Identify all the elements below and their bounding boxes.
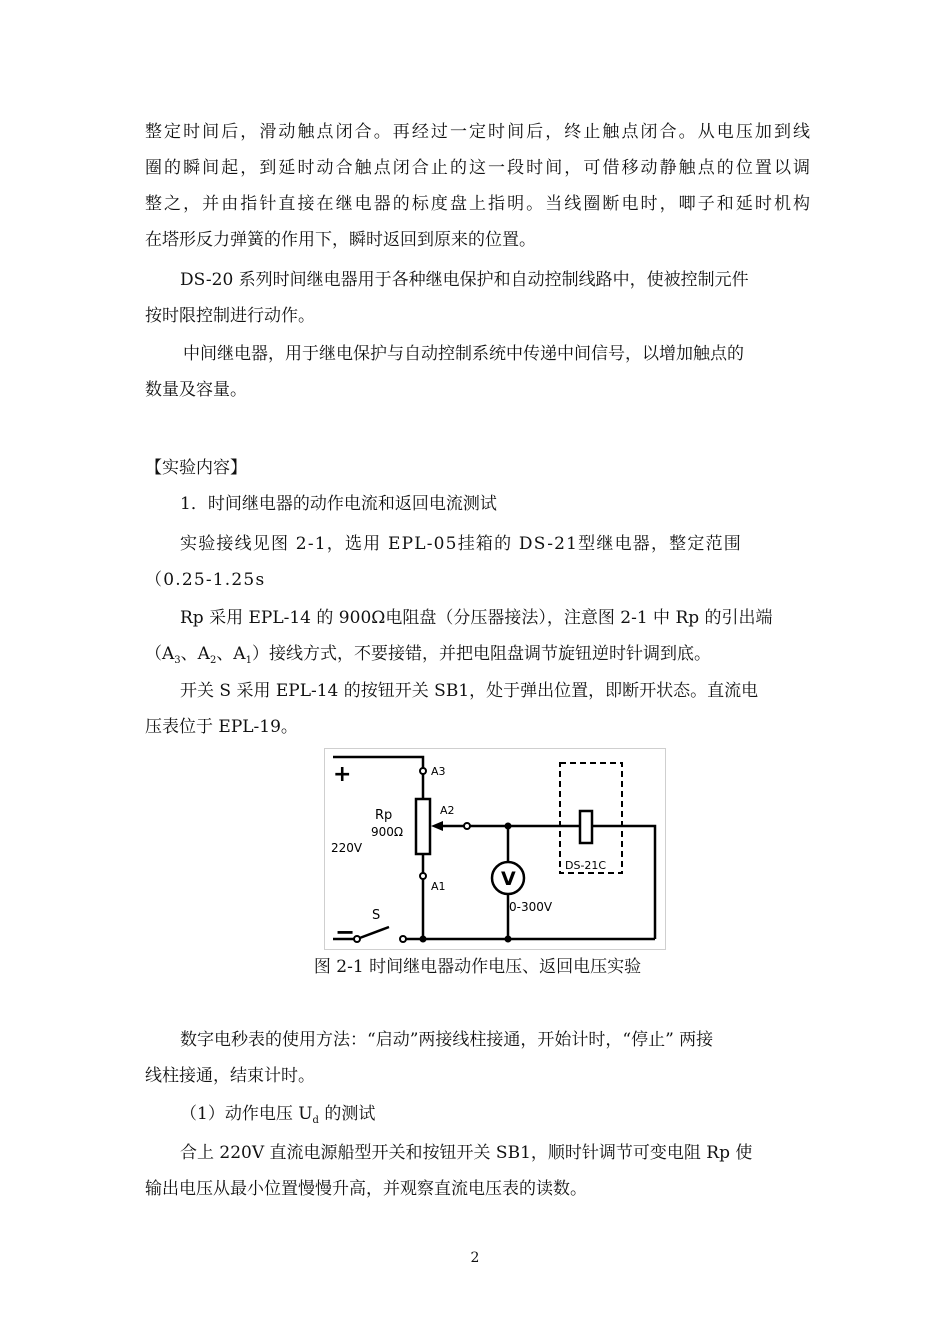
text-line: 数量及容量。	[145, 380, 247, 400]
paragraph-relay-timing	[145, 114, 810, 258]
text-line: 数字电秒表的使用方法：“启动”两接线柱接通，开始计时，“停止” 两接	[180, 1030, 714, 1050]
text-span: 的测试	[318, 1104, 376, 1124]
text-line: 开关 S 采用 EPL-14 的按钮开关 SB1，处于弹出位置，即断开状态。直流电	[180, 681, 759, 701]
junction-dot	[505, 823, 512, 830]
junction-dot	[420, 936, 427, 943]
text-line: Rp 采用 EPL-14 的 900Ω电阻盘（分压器接法），注意图 2-1 中 Rp 的引出端	[180, 608, 773, 628]
subscript: 3	[174, 655, 181, 666]
terminal-a1	[420, 873, 426, 879]
text-line: 压表位于 EPL-19。	[145, 717, 298, 737]
wiper-arrow	[431, 821, 443, 831]
label-meter-range: 0-300V	[509, 900, 553, 914]
text-line: 圈的瞬间起，到延时动合触点闭合止的这一段时间，可借移动静触点的位置以调	[145, 158, 810, 178]
label-a3: A3	[431, 765, 446, 778]
label-rp: Rp	[375, 808, 393, 823]
text-line: 整之，并由指针直接在继电器的标度盘上指明。当线圈断电时，唧子和延时机构	[145, 194, 810, 214]
page-number: 2	[470, 1250, 480, 1266]
relay-coil	[580, 811, 592, 843]
text-line: 整定时间后，滑动触点闭合。再经过一定时间后，终止触点闭合。从电压加到线	[145, 122, 810, 142]
list-item-text	[145, 1096, 810, 1139]
paragraph-wiring	[145, 526, 810, 598]
heading-text: 【实验内容】	[145, 458, 247, 478]
list-item-1	[145, 486, 810, 522]
label-plus: +	[333, 762, 352, 787]
text-line: 实验接线见图 2-1，选用 EPL-05挂箱的 DS-21型继电器，整定范围	[180, 534, 742, 554]
terminal-a2	[464, 823, 470, 829]
label-supply: 220V	[331, 841, 363, 855]
resistor-rp	[416, 799, 430, 854]
paragraph-intermediate-relay	[145, 336, 810, 408]
circuit-diagram	[324, 748, 666, 950]
paragraph-stopwatch	[145, 1022, 810, 1094]
paragraph-rp	[145, 600, 810, 679]
list-item-text: 1．时间继电器的动作电流和返回电流测试	[180, 494, 497, 514]
label-voltmeter: V	[501, 868, 516, 890]
text-line: DS-20 系列时间继电器用于各种继电保护和自动控制线路中，使被控制元件	[180, 270, 749, 290]
paragraph-procedure	[145, 1135, 810, 1207]
label-switch: S	[372, 908, 381, 923]
text-line: 中间继电器，用于继电保护与自动控制系统中传递中间信号，以增加触点的	[183, 344, 744, 364]
paragraph-switch	[145, 673, 810, 745]
text-line: 合上 220V 直流电源船型开关和按钮开关 SB1，顺时针调节可变电阻 Rp 使	[180, 1143, 753, 1163]
section-heading	[145, 450, 810, 486]
text-line: 按时限控制进行动作。	[145, 306, 315, 326]
terminal-a3	[420, 768, 426, 774]
text-span: 、A	[216, 644, 246, 664]
text-line: （0.25-1.25s	[145, 570, 266, 590]
list-item-2	[145, 1096, 810, 1139]
text-span: 、A	[180, 644, 210, 664]
terminal-switch	[400, 936, 406, 942]
text-span: （A	[145, 644, 175, 664]
label-rp-value: 900Ω	[371, 825, 404, 839]
circuit-svg	[325, 749, 665, 949]
label-minus: −	[335, 918, 356, 946]
figure-caption: 图 2-1 时间继电器动作电压、返回电压实验	[313, 957, 642, 977]
text-line: 在塔形反力弹簧的作用下，瞬时返回到原来的位置。	[145, 230, 536, 250]
text-line: 线柱接通，结束计时。	[145, 1066, 315, 1086]
label-relay: DS-21C	[565, 859, 607, 872]
paragraph-ds20	[145, 262, 810, 334]
wire	[470, 826, 655, 939]
text-span: ）接线方式，不要接错，并把电阻盘调节旋钮逆时针调到底。	[251, 644, 711, 664]
text-line: 输出电压从最小位置慢慢升高，并观察直流电压表的读数。	[145, 1179, 587, 1199]
subscript: d	[312, 1115, 319, 1126]
junction-dot	[505, 936, 512, 943]
label-a1: A1	[431, 880, 446, 893]
subscript: 1	[245, 655, 252, 666]
subscript: 2	[209, 655, 217, 666]
switch-blade	[357, 927, 389, 939]
label-a2: A2	[440, 804, 455, 817]
text-span: （1）动作电压 U	[180, 1104, 313, 1124]
